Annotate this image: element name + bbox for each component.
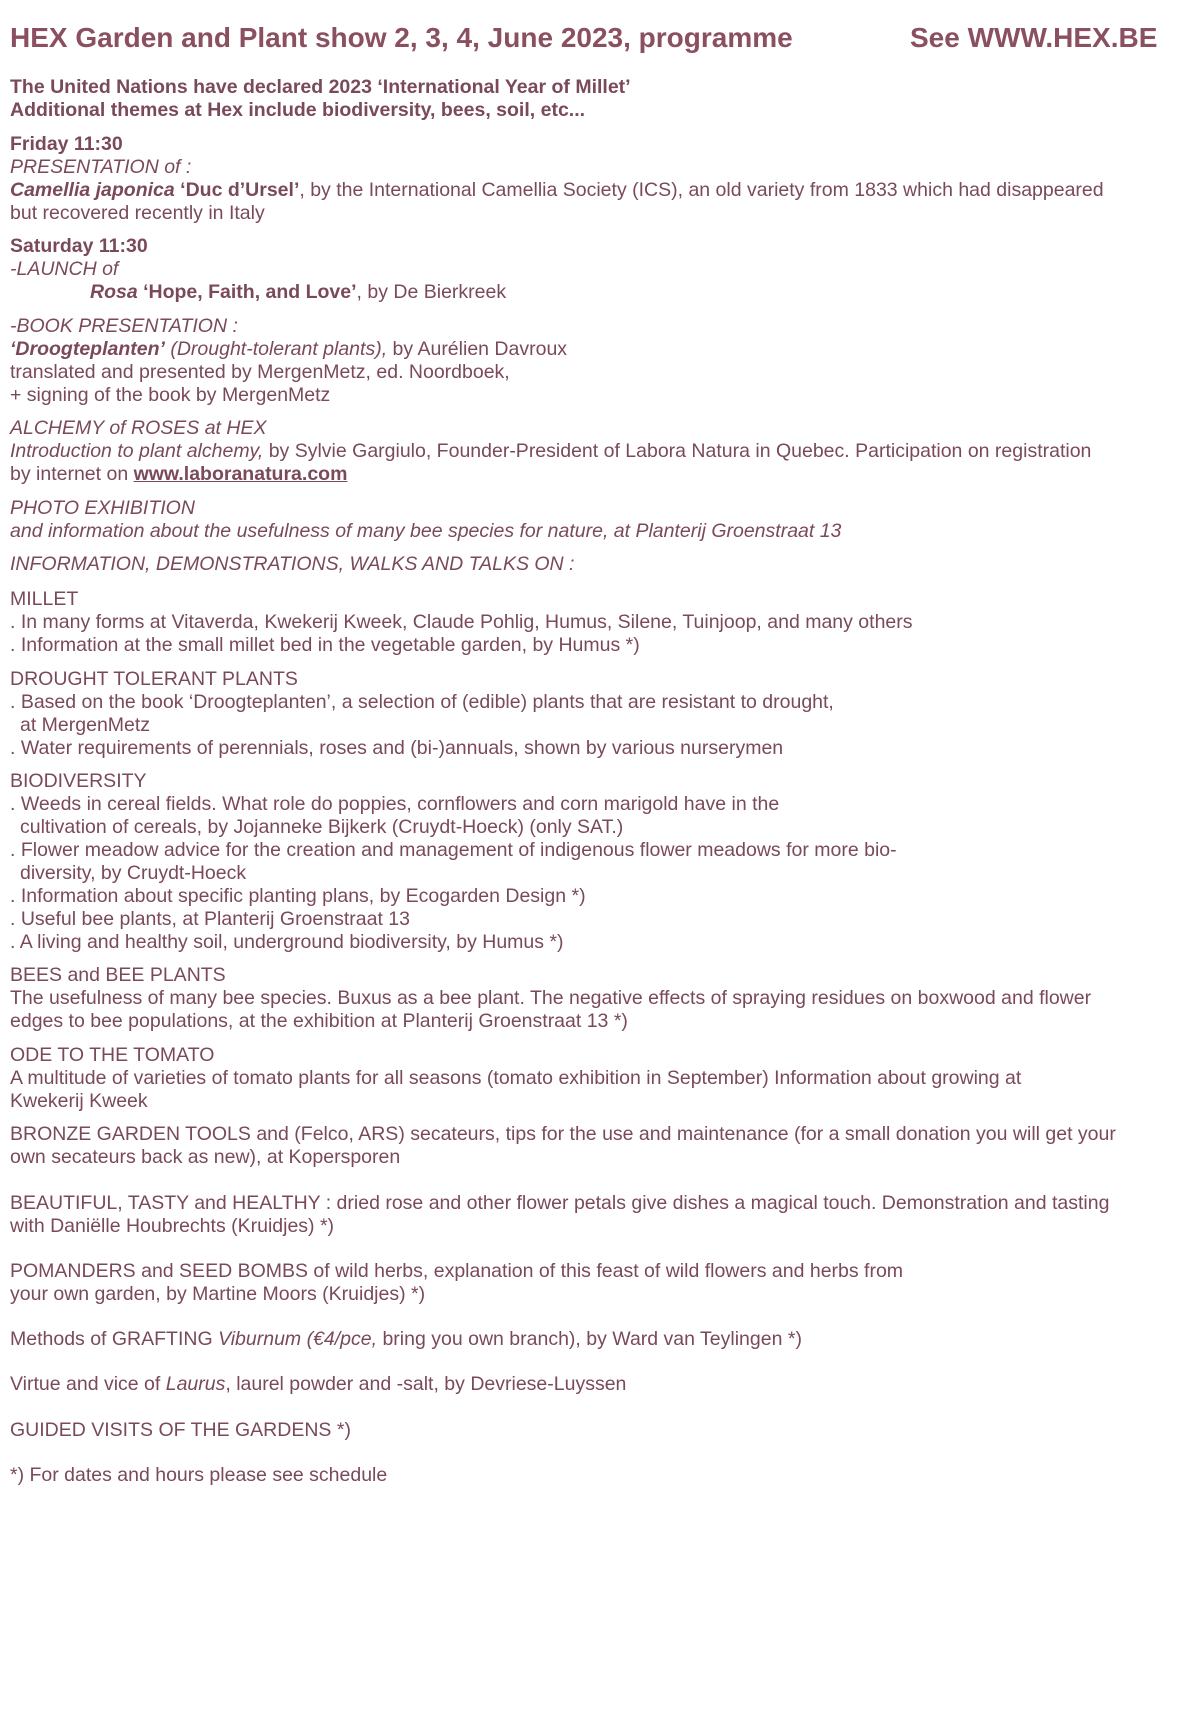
millet-line-1: . In many forms at Vitaverda, Kwekerij Kweek, Claude Pohlig, Humus, Silene, Tuinjoop, and many others: [10, 611, 913, 633]
alchemy-heading: ALCHEMY of ROSES at HEX: [10, 417, 267, 439]
drought-heading: DROUGHT TOLERANT PLANTS: [10, 668, 298, 690]
friday-desc-line-2: but recovered recently in Italy: [10, 202, 265, 224]
biodiversity-line-6: . Useful bee plants, at Planterij Groenstraat 13: [10, 908, 410, 930]
drought-line-1: . Based on the book ‘Droogteplanten’, a selection of (edible) plants that are resistant to drought,: [10, 691, 834, 713]
launch-label: -LAUNCH of: [10, 258, 119, 280]
millet-line-2: . Information at the small millet bed in the vegetable garden, by Humus *): [10, 634, 640, 656]
laurus-pre: Virtue and vice of: [10, 1373, 166, 1395]
book-line-2: translated and presented by MergenMetz, ed. Noordboek,: [10, 361, 510, 383]
biodiversity-heading: BIODIVERSITY: [10, 770, 147, 792]
photo-heading: PHOTO EXHIBITION: [10, 497, 195, 519]
laurus-line: [10, 1372, 626, 1397]
alchemy-line-1: [10, 439, 1091, 464]
biodiversity-line-4: diversity, by Cruydt-Hoeck: [20, 862, 247, 884]
page-header: [10, 22, 1175, 54]
grafting-line: [10, 1327, 802, 1352]
tomato-line-1: A multitude of varieties of tomato plants for all seasons (tomato exhibition in September) Information about growing at: [10, 1067, 1022, 1089]
pomanders-line-2: your own garden, by Martine Moors (Kruidjes) *): [10, 1283, 426, 1305]
book-label: -BOOK PRESENTATION :: [10, 315, 238, 337]
biodiversity-line-7: . A living and healthy soil, underground biodiversity, by Humus *): [10, 931, 564, 953]
book-author: by Aurélien Davroux: [387, 338, 568, 360]
camellia-desc: , by the International Camellia Society (ICS), an old variety from 1833 which had disappeared: [299, 179, 1104, 201]
rosa-cultivar: ‘Hope, Faith, and Love’: [143, 281, 357, 303]
bronze-line-2: own secateurs back as new), at Kopersporen: [10, 1146, 401, 1168]
book-subtitle: (Drought-tolerant plants),: [164, 338, 388, 360]
friday-label: PRESENTATION of :: [10, 156, 192, 178]
grafting-pre: Methods of GRAFTING: [10, 1328, 219, 1350]
camellia-name: Camellia japonica: [10, 179, 175, 201]
laurus-post: , laurel powder and -salt, by Devriese-Luyssen: [225, 1373, 627, 1395]
book-line-3: + signing of the book by MergenMetz: [10, 384, 331, 406]
tomato-line-2: Kwekerij Kweek: [10, 1090, 148, 1112]
millet-heading: MILLET: [10, 588, 79, 610]
bees-line-1: The usefulness of many bee species. Buxus as a bee plant. The negative effects of spraying residues on boxwood and flower: [10, 987, 1092, 1009]
intro-line-2: Additional themes at Hex include biodiversity, bees, soil, etc...: [10, 99, 586, 121]
rosa-name: Rosa: [90, 281, 138, 303]
bronze-line-1: BRONZE GARDEN TOOLS and (Felco, ARS) secateurs, tips for the use and maintenance (for a small donation you will get your: [10, 1123, 1116, 1145]
guided-visits: GUIDED VISITS OF THE GARDENS *): [10, 1419, 351, 1441]
beautiful-line-2: with Daniëlle Houbrechts (Kruidjes) *): [10, 1215, 335, 1237]
biodiversity-line-1: . Weeds in cereal fields. What role do poppies, cornflowers and corn marigold have in the: [10, 793, 780, 815]
laboranatura-link[interactable]: www.laboranatura.com: [133, 463, 348, 485]
rosa-line: [90, 280, 506, 305]
alchemy-line-2: [10, 462, 347, 487]
pomanders-line-1: POMANDERS and SEED BOMBS of wild herbs, explanation of this feast of wild flowers and herbs from: [10, 1260, 904, 1282]
book-line-1: [10, 337, 567, 362]
beautiful-line-1: BEAUTIFUL, TASTY and HEALTHY : dried rose and other flower petals give dishes a magical touch. Demonstration and tasting: [10, 1192, 1110, 1214]
laurus-plant: Laurus: [165, 1373, 226, 1395]
alchemy-intro: Introduction to plant alchemy,: [10, 440, 264, 462]
grafting-post: bring you own branch), by Ward van Teylingen *): [377, 1328, 802, 1350]
tomato-heading: ODE TO THE TOMATO: [10, 1044, 215, 1066]
biodiversity-line-3: . Flower meadow advice for the creation and management of indigenous flower meadows for more bio-: [10, 839, 897, 861]
grafting-plant: Viburnum (€4/pce,: [218, 1328, 378, 1350]
alchemy-line-2-text: by internet on: [10, 463, 134, 485]
intro-line-1: The United Nations have declared 2023 ‘International Year of Millet’: [10, 76, 631, 98]
camellia-cultivar: ‘Duc d’Ursel’: [180, 179, 300, 201]
book-title: ‘Droogteplanten’: [10, 338, 165, 360]
alchemy-rest: by Sylvie Gargiulo, Founder-President of Labora Natura in Quebec. Participation on registration: [263, 440, 1092, 462]
friday-desc-line-1: [10, 178, 1104, 203]
website-link[interactable]: See WWW.HEX.BE: [910, 22, 1158, 53]
saturday-heading: Saturday 11:30: [10, 235, 148, 257]
biodiversity-line-5: . Information about specific planting plans, by Ecogarden Design *): [10, 885, 586, 907]
friday-heading: Friday 11:30: [10, 133, 123, 155]
drought-line-3: . Water requirements of perennials, roses and (bi-)annuals, shown by various nurserymen: [10, 737, 784, 759]
photo-line: and information about the usefulness of many bee species for nature, at Planterij Groenstraat 13: [10, 520, 842, 542]
biodiversity-line-2: cultivation of cereals, by Jojanneke Bijkerk (Cruydt-Hoeck) (only SAT.): [20, 816, 624, 838]
rosa-by: , by De Bierkreek: [356, 281, 507, 303]
footnote: *) For dates and hours please see schedule: [10, 1464, 388, 1486]
drought-line-2: at MergenMetz: [20, 714, 151, 736]
bees-heading: BEES and BEE PLANTS: [10, 964, 226, 986]
bees-line-2: edges to bee populations, at the exhibition at Planterij Groenstraat 13 *): [10, 1010, 628, 1032]
info-heading: INFORMATION, DEMONSTRATIONS, WALKS AND TALKS ON :: [10, 553, 575, 575]
page-title: HEX Garden and Plant show 2, 3, 4, June 2023, programme: [10, 22, 793, 53]
